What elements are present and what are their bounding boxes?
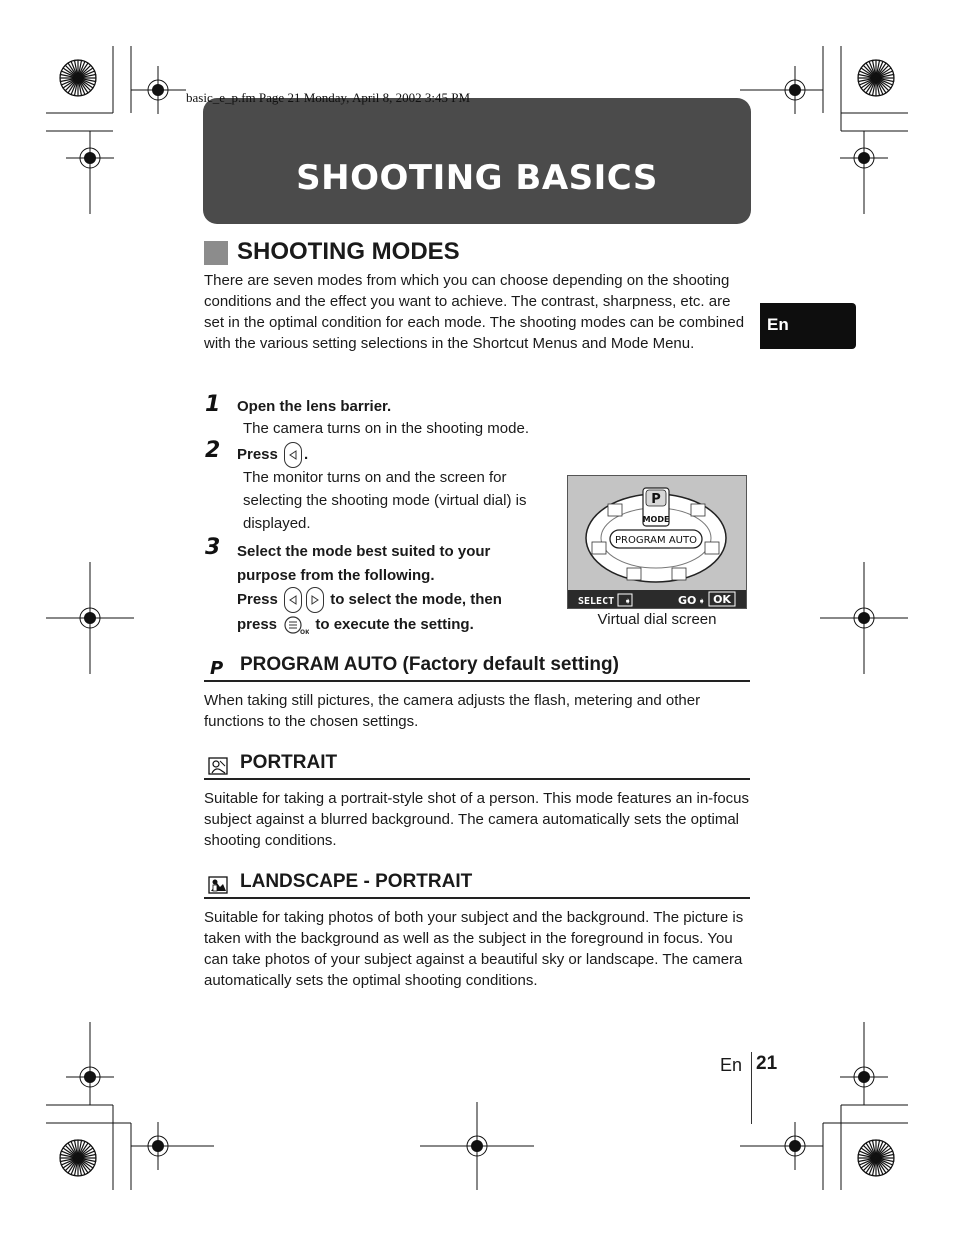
step-3-line: purpose from the following.: [237, 566, 435, 584]
mode-description-landscape-portrait: Suitable for taking photos of both your subject and the background. The picture is taken with the background as well as the subject in the foreground in focus. You can take photos of your subject against a beautiful sky or landscape. The camera automatically sets the optimal shooting conditions.: [204, 909, 744, 989]
step-3-line3-suffix: to select the mode, then: [330, 590, 502, 608]
left-arrow-button-icon: [284, 587, 302, 613]
language-tab: [760, 303, 856, 349]
step-3-line3-prefix: Press: [237, 590, 278, 608]
landscape-portrait-icon: [208, 875, 230, 895]
step-3-line4-suffix: to execute the setting.: [315, 616, 474, 633]
step-2-detail-line: The monitor turns on and the screen for: [243, 469, 507, 486]
step-1-number: 1: [205, 392, 221, 417]
chapter-title: SHOOTING BASICS: [296, 158, 658, 198]
mode-heading-text: LANDSCAPE - PORTRAIT: [240, 871, 473, 892]
step-1-title: Open the lens barrier.: [237, 398, 392, 415]
mode-heading-text: PORTRAIT: [240, 752, 338, 773]
go-arrow-icon: ➧: [698, 597, 706, 607]
step-2-detail-line: selecting the shooting mode (virtual dial) is: [243, 492, 527, 509]
mode-heading-text: PROGRAM AUTO (Factory default setting): [240, 654, 619, 675]
language-tab-label: En: [767, 315, 789, 334]
landscape-mode-icon: [627, 568, 641, 580]
select-arrow-icon: ➧: [624, 597, 632, 607]
mode-heading-portrait: [204, 748, 750, 780]
mode-description-portrait: Suitable for taking a portrait-style shot of a person. This mode features an in-focus subject against a blurred background. The camera automatically sets the optimal shooting conditions.: [204, 790, 750, 849]
dial-select-label: SELECT: [578, 596, 615, 607]
program-p-icon: [208, 658, 230, 676]
dial-go-label: GO: [678, 594, 697, 607]
movie-mode-icon: [672, 568, 686, 580]
dial-mode-name: PROGRAM AUTO: [615, 535, 697, 546]
page-number: 21: [756, 1053, 778, 1074]
dial-mode-letter: P: [651, 492, 661, 507]
step-3-number: 3: [205, 535, 221, 560]
section-marker: [204, 241, 228, 265]
footer-divider: [751, 1052, 752, 1124]
mode-description-program-auto: When taking still pictures, the camera adjusts the flash, metering and other functions to the chosen settings.: [204, 692, 701, 730]
svg-text:OK: OK: [300, 629, 310, 636]
ok-menu-button-icon: [283, 615, 309, 635]
step-2-number: 2: [205, 438, 221, 463]
right-arrow-button-icon: [306, 587, 324, 613]
mode-heading-program-auto: [204, 650, 750, 682]
step-3-line4-prefix: press: [237, 616, 278, 633]
dial-ok-label: OK: [713, 593, 731, 606]
step-3-line: Select the mode best suited to your: [237, 543, 491, 560]
step-2-title: [237, 442, 308, 468]
chapter-banner: [203, 98, 751, 224]
file-info-line: basic_e_p.fm Page 21 Monday, April 8, 2002 3:45 PM: [186, 90, 471, 105]
self-portrait-mode-icon: [705, 542, 719, 554]
portrait-icon: [208, 756, 230, 776]
virtual-dial-graphic: [568, 476, 747, 609]
night-scene-mode-icon: [691, 504, 705, 516]
step-2-title-prefix: Press: [237, 445, 278, 463]
step-1-detail: The camera turns on in the shooting mode.: [243, 420, 529, 437]
step-3-line: [237, 587, 502, 613]
footer-language: En: [720, 1055, 743, 1075]
step-2-detail: [243, 466, 526, 535]
step-3-instructions: [237, 540, 502, 637]
left-arrow-button-icon: [284, 442, 302, 468]
portrait-mode-icon: [608, 504, 622, 516]
step-3-line: [237, 613, 502, 637]
dial-screen-caption: Virtual dial screen: [597, 611, 717, 628]
svg-text:P: P: [210, 658, 224, 676]
dial-mode-label: MODE: [642, 515, 670, 524]
section-heading: SHOOTING MODES: [237, 238, 460, 265]
virtual-dial-screen: [567, 475, 747, 609]
landscape-portrait-mode-icon: [592, 542, 606, 554]
step-2-title-suffix: .: [304, 445, 309, 463]
step-2-detail-line: displayed.: [243, 515, 311, 532]
mode-heading-landscape-portrait: [204, 867, 750, 899]
intro-paragraph: There are seven modes from which you can choose depending on the shooting conditions and the effect you want to achieve. The contrast, sharpness, etc. are set in the optimal condition for each mode. The shooting modes can be combined with the various setting selections in the Shortcut Menus and Mode Menu.: [204, 272, 745, 352]
